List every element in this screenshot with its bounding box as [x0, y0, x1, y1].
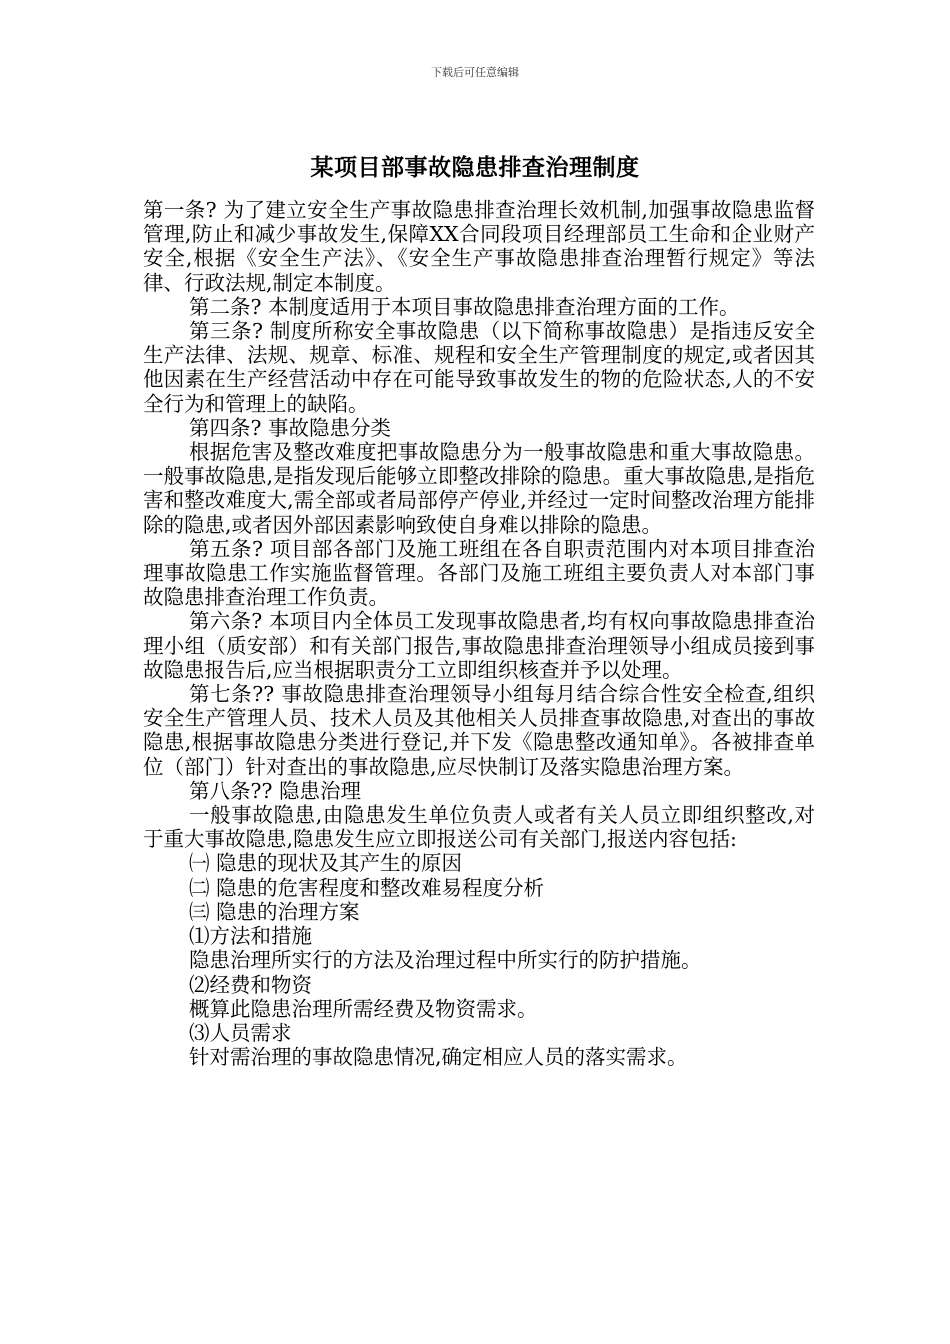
list-item-1: ㈠ 隐患的现状及其产生的原因: [189, 851, 463, 876]
sub-text-funds: 概算此隐患治理所需经费及物资需求。: [189, 996, 538, 1021]
document-title: 某项目部事故隐患排查治理制度: [310, 155, 640, 181]
sub-text-methods: 隐患治理所实行的方法及治理过程中所实行的防护措施。: [189, 948, 702, 973]
document-body: [143, 198, 815, 1069]
article-4-body: 根据危害及整改难度把事故隐患分为一般事故隐患和重大事故隐患。一般事故隐患,是指发现后能够立即整改排除的隐患。重大事故隐患,是指危害和整改难度大,需全部或者局部停产停业,并经过一定时间整改治理方能排除的隐患,或者因外部因素影响致使自身难以排除的隐患。: [143, 440, 815, 537]
list-item-3: ㈢ 隐患的治理方案: [189, 899, 360, 924]
article-5: 第五条? 项目部各部门及施工班组在各自职责范围内对本项目排查治理事故隐患工作实施监督管理。各部门及施工班组主要负责人对本部门事故隐患排查治理工作负责。: [143, 536, 815, 610]
sub-heading-methods: ⑴方法和措施: [189, 924, 312, 949]
sub-heading-personnel: ⑶人员需求: [189, 1020, 292, 1045]
article-2: 第二条? 本制度适用于本项目事故隐患排查治理方面的工作。: [189, 294, 740, 319]
article-1: 第一条? 为了建立安全生产事故隐患排查治理长效机制,加强事故隐患监督管理,防止和减少事故发生,保障XX合同段项目经理部员工生命和企业财产安全,根据《安全生产法》、《安全生产事故隐患排查治理暂行规定》等法律、行政法规,制定本制度。: [143, 198, 815, 295]
sub-text-personnel: 针对需治理的事故隐患情况,确定相应人员的落实需求。: [189, 1045, 688, 1070]
article-8-body: 一般事故隐患,由隐患发生单位负责人或者有关人员立即组织整改,对于重大事故隐患,隐患发生应立即报送公司有关部门,报送内容包括:: [143, 803, 815, 852]
article-6: 第六条? 本项目内全体员工发现事故隐患者,均有权向事故隐患排查治理小组（质安部）和有关部门报告,事故隐患排查治理领导小组成员接到事故隐患报告后,应当根据职责分工立即组织核查并予以处理。: [143, 609, 815, 682]
page-header-note: 下载后可任意编辑: [431, 66, 519, 79]
article-3: 第三条? 制度所称安全事故隐患（以下简称事故隐患）是指违反安全生产法律、法规、规章、标准、规程和安全生产管理制度的规定,或者因其他因素在生产经营活动中存在可能导致事故发生的物的危险状态,人的不安全行为和管理上的缺陷。: [143, 319, 815, 416]
article-7: 第七条?? 事故隐患排查治理领导小组每月结合综合性安全检查,组织安全生产管理人员、技术人员及其他相关人员排查事故隐患,对查出的事故隐患,根据事故隐患分类进行登记,并下发《隐患整改通知单》。各被排查单位（部门）针对查出的事故隐患,应尽快制订及落实隐患治理方案。: [143, 682, 815, 779]
article-4-heading: 第四条? 事故隐患分类: [189, 415, 392, 440]
sub-heading-funds: ⑵经费和物资: [189, 972, 312, 997]
list-item-2: ㈡ 隐患的危害程度和整改难易程度分析: [189, 875, 545, 900]
article-8-heading: 第八条?? 隐患治理: [189, 778, 361, 803]
